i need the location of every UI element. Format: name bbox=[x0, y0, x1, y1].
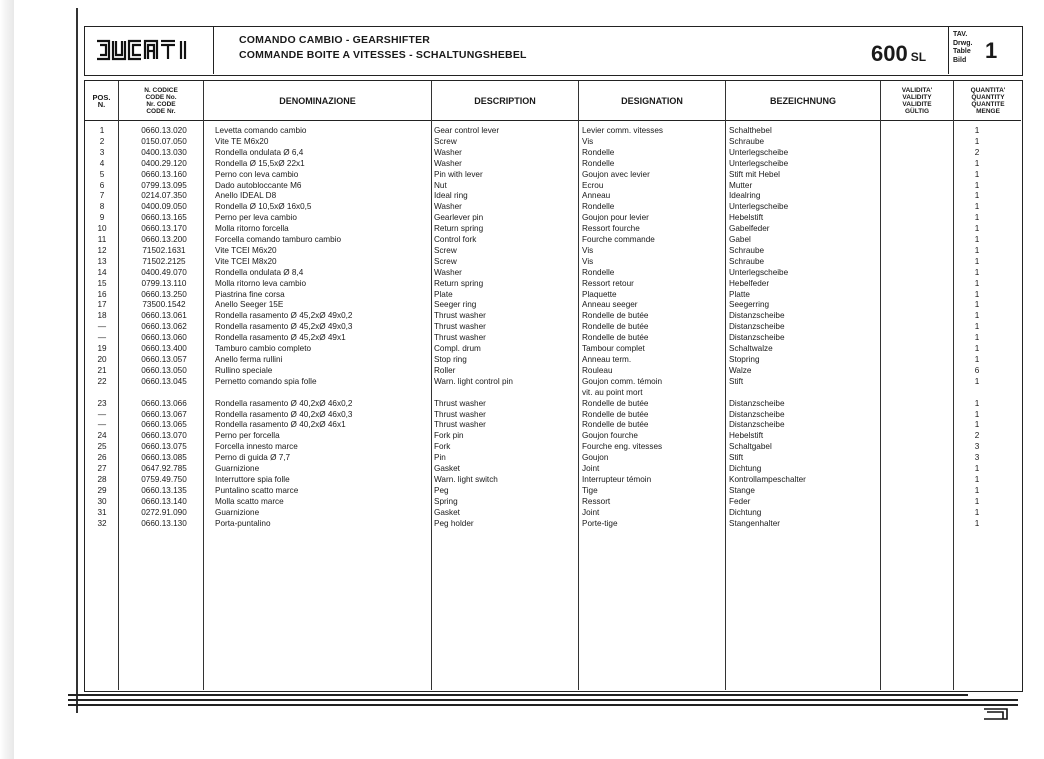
part-name-en: Thrust washer bbox=[434, 398, 486, 408]
part-code: 0400.09.050 bbox=[141, 202, 187, 212]
part-position: — bbox=[97, 333, 107, 343]
part-position: 9 bbox=[99, 213, 105, 223]
column-divider bbox=[431, 81, 432, 690]
part-quantity: 1 bbox=[974, 213, 980, 223]
header-pos: POS. N. bbox=[92, 92, 111, 109]
part-code: 0660.13.075 bbox=[141, 442, 187, 452]
part-name-de: Seegerring bbox=[729, 300, 770, 310]
header-bezeichnung: BEZEICHNUNG bbox=[769, 95, 836, 106]
part-code: 0272.91.090 bbox=[141, 507, 187, 517]
part-position: 3 bbox=[99, 147, 105, 157]
part-name-en: Gasket bbox=[434, 507, 460, 517]
part-name-en: Seeger ring bbox=[434, 300, 477, 310]
part-name-en: Thrust washer bbox=[434, 311, 486, 321]
table-number-box bbox=[948, 27, 1023, 74]
part-name-fr: Ressort fourche bbox=[582, 224, 640, 234]
part-name-fr: Vis bbox=[582, 136, 594, 146]
part-position: 18 bbox=[97, 311, 107, 321]
part-name-en: Thrust washer bbox=[434, 409, 486, 419]
title-line-1: COMANDO CAMBIO - GEARSHIFTER bbox=[239, 34, 431, 46]
part-code: 0660.13.050 bbox=[141, 365, 187, 375]
part-name-it: Anello Seeger 15E bbox=[215, 300, 284, 310]
part-name-en: Peg holder bbox=[434, 518, 474, 528]
part-code: 0660.13.020 bbox=[141, 126, 187, 135]
part-name-de: Unterlegscheibe bbox=[729, 147, 789, 157]
part-name-en: Washer bbox=[434, 147, 462, 157]
part-name-fr: Rouleau bbox=[582, 365, 613, 375]
part-name-en: Compl. drum bbox=[434, 344, 481, 353]
part-name-it: Puntalino scatto marce bbox=[215, 485, 299, 495]
part-name-de: Gabelfeder bbox=[729, 224, 770, 234]
part-name-de: Dichtung bbox=[729, 464, 762, 473]
part-name-fr: Tige bbox=[582, 485, 598, 495]
part-name-en: Pin with lever bbox=[434, 169, 483, 179]
part-name-it: Perno per leva cambio bbox=[215, 213, 297, 223]
part-position: 17 bbox=[97, 300, 107, 310]
part-name-fr: Fourche eng. vitesses bbox=[582, 442, 663, 452]
part-name-it: Rondella rasamento Ø 45,2xØ 49x0,2 bbox=[215, 311, 353, 321]
part-name-en: Gear control lever bbox=[434, 126, 500, 135]
part-name-fr: Rondelle de butée bbox=[582, 398, 649, 408]
part-code: 0660.13.130 bbox=[141, 518, 187, 528]
part-position: 13 bbox=[97, 256, 107, 266]
part-code: 0660.13.070 bbox=[141, 431, 187, 441]
part-name-it: Dado autobloccante M6 bbox=[215, 180, 302, 190]
part-quantity: 1 bbox=[974, 485, 980, 495]
part-name-de: Schaltgabel bbox=[729, 442, 772, 452]
part-name-it: Forcella comando tamburo cambio bbox=[215, 235, 342, 244]
part-position: 26 bbox=[97, 453, 107, 463]
part-position: 10 bbox=[97, 224, 107, 234]
part-quantity: 1 bbox=[974, 333, 980, 343]
part-code: 0660.13.200 bbox=[141, 235, 187, 244]
part-code: 0660.13.057 bbox=[141, 354, 187, 364]
part-position: 30 bbox=[97, 496, 107, 506]
part-name-de: Schraube bbox=[729, 136, 765, 146]
part-name-de: Unterlegscheibe bbox=[729, 158, 789, 168]
part-position: 4 bbox=[99, 158, 105, 168]
part-name-it: Vite TCEI M6x20 bbox=[215, 245, 277, 255]
part-name-it: Molla scatto marce bbox=[215, 496, 284, 506]
part-name-en: Washer bbox=[434, 158, 462, 168]
page-binding-edge bbox=[0, 0, 14, 759]
part-name-de: Hebelstift bbox=[729, 431, 764, 441]
part-name-de: Unterlegscheibe bbox=[729, 202, 789, 212]
part-quantity: 2 bbox=[974, 431, 980, 441]
model-label: 600 SL bbox=[871, 41, 927, 66]
part-name-en: Spring bbox=[434, 496, 458, 506]
part-position: 15 bbox=[97, 278, 107, 288]
part-name-en: Plate bbox=[434, 289, 453, 299]
part-quantity: 1 bbox=[974, 464, 980, 473]
part-name-it: Rondella rasamento Ø 40,2xØ 46x1 bbox=[215, 420, 346, 430]
part-position: 32 bbox=[97, 518, 107, 528]
part-name-fr: Goujon pour levier bbox=[582, 213, 649, 223]
part-name-de: Stopring bbox=[729, 354, 760, 364]
column-divider bbox=[725, 81, 726, 690]
part-name-fr: Interrupteur témoin bbox=[582, 474, 652, 484]
part-position: 12 bbox=[97, 245, 107, 255]
part-code: 0660.13.085 bbox=[141, 453, 187, 463]
part-quantity: 1 bbox=[974, 235, 980, 244]
part-name-fr: Rondelle de butée bbox=[582, 420, 649, 430]
part-code: 71502.2125 bbox=[142, 256, 186, 266]
part-code: 71502.1631 bbox=[142, 245, 186, 255]
table-number-labels: TAV. Drwg. Table Bild bbox=[953, 31, 973, 64]
part-position: 22 bbox=[97, 376, 107, 386]
part-quantity: 6 bbox=[974, 365, 980, 375]
part-position: 25 bbox=[97, 442, 107, 452]
parts-table bbox=[84, 80, 1023, 692]
part-name-en: Thrust washer bbox=[434, 333, 486, 343]
part-name-fr: Joint bbox=[582, 507, 600, 517]
part-name-de: Stift bbox=[729, 453, 744, 463]
part-name-de: Gabel bbox=[729, 235, 751, 244]
part-position: 19 bbox=[97, 344, 107, 353]
part-code: 0660.13.062 bbox=[141, 322, 187, 332]
part-name-de: Stift bbox=[729, 376, 744, 386]
part-name-fr: Rondelle bbox=[582, 147, 615, 157]
part-name-fr: Fourche commande bbox=[582, 235, 655, 244]
part-quantity: 1 bbox=[974, 224, 980, 234]
part-quantity: 1 bbox=[974, 311, 980, 321]
part-quantity: 1 bbox=[974, 245, 980, 255]
part-name-de: Distanzscheibe bbox=[729, 398, 785, 408]
part-code: 0400.13.030 bbox=[141, 147, 187, 157]
header-code: N. CODICE CODE No. Nr. CODE CODE Nr. bbox=[144, 86, 178, 115]
part-name-en: Thrust washer bbox=[434, 322, 486, 332]
part-quantity: 1 bbox=[974, 354, 980, 364]
part-position: 5 bbox=[99, 169, 105, 179]
part-name-it: Vite TE M6x20 bbox=[215, 136, 269, 146]
footer-line bbox=[68, 694, 968, 696]
part-quantity: 1 bbox=[974, 344, 980, 353]
part-name-fr: Vis bbox=[582, 256, 594, 266]
part-code: 0660.13.250 bbox=[141, 289, 187, 299]
part-quantity: 1 bbox=[974, 398, 980, 408]
part-name-en: Fork pin bbox=[434, 431, 464, 441]
part-name-fr: Goujon fourche bbox=[582, 431, 638, 441]
part-name-it: Perno di guida Ø 7,7 bbox=[215, 453, 291, 463]
part-name-it: Rondella rasamento Ø 40,2xØ 46x0,3 bbox=[215, 409, 353, 419]
footer-rule bbox=[68, 694, 1018, 714]
part-name-de: Platte bbox=[729, 289, 750, 299]
header-validita: VALIDITA' VALIDITY VALIDITE GÜLTIG bbox=[901, 86, 933, 115]
part-name-de: Schraube bbox=[729, 245, 765, 255]
part-quantity: 1 bbox=[974, 420, 980, 430]
part-quantity: 1 bbox=[974, 507, 980, 517]
part-code: 0660.13.061 bbox=[141, 311, 187, 321]
part-quantity: 1 bbox=[974, 376, 980, 386]
part-code: 0660.13.160 bbox=[141, 169, 187, 179]
part-quantity: 2 bbox=[974, 147, 980, 157]
part-position: 11 bbox=[97, 235, 107, 244]
part-quantity: 1 bbox=[974, 267, 980, 277]
part-code: 0660.13.135 bbox=[141, 485, 187, 495]
part-code: 73500.1542 bbox=[142, 300, 186, 310]
part-name-it: Guarnizione bbox=[215, 464, 260, 473]
part-name-de: Schraube bbox=[729, 256, 765, 266]
part-name-fr: Rondelle de butée bbox=[582, 322, 649, 332]
title-line-2: COMMANDE BOITE A VITESSES - SCHALTUNGSHEBEL bbox=[239, 49, 527, 61]
part-position: 24 bbox=[97, 431, 107, 441]
part-name-it: Rondella ondulata Ø 8,4 bbox=[215, 267, 304, 277]
header-designation: DESIGNATION bbox=[621, 95, 683, 106]
part-position: 16 bbox=[97, 289, 107, 299]
part-position: 21 bbox=[97, 365, 107, 375]
part-name-en: Warn. light switch bbox=[434, 474, 498, 484]
part-name-de: Schaltwalze bbox=[729, 344, 773, 353]
part-quantity: 1 bbox=[974, 191, 980, 201]
part-code: 0660.13.060 bbox=[141, 333, 187, 343]
part-name-en: Pin bbox=[434, 453, 446, 463]
part-quantity: 1 bbox=[974, 180, 980, 190]
part-code: 0799.13.095 bbox=[141, 180, 187, 190]
part-name-it: Rondella rasamento Ø 40,2xØ 46x0,2 bbox=[215, 398, 353, 408]
part-position: 27 bbox=[97, 464, 107, 473]
part-name-it: Piastrina fine corsa bbox=[215, 289, 285, 299]
part-name-de: Schalthebel bbox=[729, 126, 772, 135]
part-code: 0759.49.750 bbox=[141, 474, 187, 484]
part-name-de: Distanzscheibe bbox=[729, 311, 785, 321]
part-name-it: Levetta comando cambio bbox=[215, 126, 307, 135]
column-divider bbox=[578, 81, 579, 690]
part-name-de: Feder bbox=[729, 496, 751, 506]
part-name-it: Tamburo cambio completo bbox=[215, 344, 312, 353]
part-quantity: 1 bbox=[974, 300, 980, 310]
part-name-fr: Goujon comm. témoin bbox=[582, 376, 663, 386]
part-name-it: Rondella Ø 15,5xØ 22x1 bbox=[215, 158, 305, 168]
part-name-en: Peg bbox=[434, 485, 449, 495]
part-quantity: 1 bbox=[974, 496, 980, 506]
page-end-mark bbox=[983, 708, 1009, 720]
part-name-fr: Rondelle bbox=[582, 202, 615, 212]
part-name-de: Stift mit Hebel bbox=[729, 169, 780, 179]
part-name-de: Kontrollampeschalter bbox=[729, 474, 806, 484]
part-code: 0150.07.050 bbox=[141, 136, 187, 146]
part-code: 0647.92.785 bbox=[141, 464, 187, 473]
part-name-de: Hebelfeder bbox=[729, 278, 770, 288]
part-name-fr: Goujon avec levier bbox=[582, 169, 650, 179]
part-name-fr: Rondelle de butée bbox=[582, 311, 649, 321]
part-name-fr: Rondelle de butée bbox=[582, 409, 649, 419]
header-description: DESCRIPTION bbox=[474, 95, 536, 106]
part-quantity: 1 bbox=[974, 158, 980, 168]
part-name-fr: Plaquette bbox=[582, 289, 617, 299]
part-name-en: Washer bbox=[434, 202, 462, 212]
part-position: 14 bbox=[97, 267, 107, 277]
part-name-en: Gasket bbox=[434, 464, 460, 473]
part-name-it: Rondella ondulata Ø 6,4 bbox=[215, 147, 304, 157]
sheet-header bbox=[84, 26, 1023, 76]
part-name-fr: Rondelle de butée bbox=[582, 333, 649, 343]
part-position: 8 bbox=[99, 202, 105, 212]
part-code: 0660.13.165 bbox=[141, 213, 187, 223]
part-name-de: Walze bbox=[729, 365, 752, 375]
part-name-fr: Ressort bbox=[582, 496, 611, 506]
part-code: 0400.49.070 bbox=[141, 267, 187, 277]
part-name-fr: Vis bbox=[582, 245, 594, 255]
part-name-fr: Levier comm. vitesses bbox=[582, 126, 663, 135]
footer-line bbox=[68, 704, 1018, 706]
part-code: 0660.13.170 bbox=[141, 224, 187, 234]
binding-margin-line bbox=[76, 8, 78, 713]
part-name-de: Dichtung bbox=[729, 507, 762, 517]
part-name-it: Perno per forcella bbox=[215, 431, 280, 441]
part-name-fr-continued: vit. au point mort bbox=[582, 387, 643, 397]
part-name-en: Stop ring bbox=[434, 354, 467, 364]
part-name-it: Molla ritorno leva cambio bbox=[215, 278, 307, 288]
part-position: 31 bbox=[97, 507, 107, 517]
part-name-fr: Anneau bbox=[582, 191, 611, 201]
part-name-en: Roller bbox=[434, 365, 456, 375]
part-position: 28 bbox=[97, 474, 107, 484]
part-name-de: Hebelstift bbox=[729, 213, 764, 223]
part-quantity: 3 bbox=[974, 442, 980, 452]
part-position: 2 bbox=[99, 136, 105, 146]
part-quantity: 1 bbox=[974, 169, 980, 179]
part-position: — bbox=[97, 420, 107, 430]
part-name-fr: Rondelle bbox=[582, 158, 615, 168]
header-quantita: QUANTITA' QUANTITY QUANTITE MENGE bbox=[970, 86, 1006, 115]
part-position: 7 bbox=[99, 191, 105, 201]
part-name-en: Return spring bbox=[434, 224, 484, 234]
part-name-it: Forcella innesto marce bbox=[215, 442, 298, 452]
svg-text:DUCATI: DUCATI bbox=[95, 38, 99, 39]
part-position: — bbox=[97, 409, 107, 419]
part-code: 0660.13.066 bbox=[141, 398, 187, 408]
part-name-fr: Rondelle bbox=[582, 267, 615, 277]
part-quantity: 1 bbox=[974, 256, 980, 266]
part-name-de: Distanzscheibe bbox=[729, 420, 785, 430]
part-name-en: Warn. light control pin bbox=[434, 376, 513, 386]
part-quantity: 1 bbox=[974, 518, 980, 528]
part-code: 0660.13.140 bbox=[141, 496, 187, 506]
part-name-fr: Goujon bbox=[582, 453, 609, 463]
part-name-fr: Anneau term. bbox=[582, 354, 632, 364]
part-position: 1 bbox=[99, 126, 105, 135]
part-name-it: Interruttore spia folle bbox=[215, 474, 290, 484]
part-name-en: Washer bbox=[434, 267, 462, 277]
part-name-it: Rullino speciale bbox=[215, 365, 273, 375]
part-name-de: Unterlegscheibe bbox=[729, 267, 789, 277]
part-name-de: Stange bbox=[729, 485, 755, 495]
part-code: 0799.13.110 bbox=[141, 278, 187, 288]
part-quantity: 1 bbox=[974, 202, 980, 212]
part-quantity: 1 bbox=[974, 289, 980, 299]
part-name-de: Distanzscheibe bbox=[729, 333, 785, 343]
column-divider bbox=[118, 81, 119, 690]
part-name-it: Molla ritorno forcella bbox=[215, 224, 289, 234]
table-number: 1 bbox=[985, 38, 998, 63]
part-code: 0660.13.067 bbox=[141, 409, 187, 419]
part-name-it: Porta-puntalino bbox=[215, 518, 271, 528]
part-name-fr: Joint bbox=[582, 464, 600, 473]
part-code: 0660.13.065 bbox=[141, 420, 187, 430]
part-name-en: Gearlever pin bbox=[434, 213, 484, 223]
part-name-fr: Porte-tige bbox=[582, 518, 618, 528]
part-name-en: Screw bbox=[434, 245, 457, 255]
part-name-en: Fork bbox=[434, 442, 451, 452]
part-quantity: 1 bbox=[974, 409, 980, 419]
part-quantity: 1 bbox=[974, 278, 980, 288]
part-name-it: Anello ferma rullini bbox=[215, 354, 283, 364]
part-name-en: Thrust washer bbox=[434, 420, 486, 430]
part-name-fr: Anneau seeger bbox=[582, 300, 638, 310]
part-name-it: Pernetto comando spia folle bbox=[215, 376, 317, 386]
part-position: 20 bbox=[97, 354, 107, 364]
part-quantity: 3 bbox=[974, 453, 980, 463]
part-quantity: 1 bbox=[974, 126, 980, 135]
part-name-de: Mutter bbox=[729, 180, 753, 190]
ducati-logo bbox=[95, 38, 201, 62]
part-quantity: 1 bbox=[974, 474, 980, 484]
part-name-en: Return spring bbox=[434, 278, 484, 288]
part-name-de: Stangenhalter bbox=[729, 518, 780, 528]
part-position: 29 bbox=[97, 485, 107, 495]
header-denominazione: DENOMINAZIONE bbox=[279, 95, 356, 106]
part-name-it: Vite TCEI M8x20 bbox=[215, 256, 277, 266]
part-quantity: 1 bbox=[974, 322, 980, 332]
part-name-fr: Tambour complet bbox=[582, 344, 645, 353]
part-name-it: Perno con leva cambio bbox=[215, 169, 299, 179]
part-name-de: Distanzscheibe bbox=[729, 322, 785, 332]
part-name-en: Ideal ring bbox=[434, 191, 468, 201]
part-name-it: Rondella Ø 10,5xØ 16x0,5 bbox=[215, 202, 312, 212]
part-code: 0214.07.350 bbox=[141, 191, 187, 201]
part-name-it: Guarnizione bbox=[215, 507, 260, 517]
part-position: 23 bbox=[97, 398, 107, 408]
part-name-en: Control fork bbox=[434, 235, 477, 244]
part-name-de: Idealring bbox=[729, 191, 761, 201]
part-code: 0660.13.400 bbox=[141, 344, 187, 353]
part-name-it: Rondella rasamento Ø 45,2xØ 49x0,3 bbox=[215, 322, 353, 332]
part-name-it: Rondella rasamento Ø 45,2xØ 49x1 bbox=[215, 333, 346, 343]
part-code: 0660.13.045 bbox=[141, 376, 187, 386]
part-name-de: Distanzscheibe bbox=[729, 409, 785, 419]
logo-box bbox=[85, 27, 214, 74]
part-name-en: Nut bbox=[434, 180, 447, 190]
part-name-fr: Ressort retour bbox=[582, 278, 634, 288]
part-quantity: 1 bbox=[974, 136, 980, 146]
column-divider bbox=[880, 81, 881, 690]
part-name-en: Screw bbox=[434, 256, 457, 266]
part-name-en: Screw bbox=[434, 136, 457, 146]
part-code: 0400.29.120 bbox=[141, 158, 187, 168]
footer-line bbox=[68, 699, 1018, 701]
part-name-fr: Ecrou bbox=[582, 180, 604, 190]
part-name-it: Anello IDEAL D8 bbox=[215, 191, 277, 201]
part-position: 6 bbox=[99, 180, 105, 190]
part-position: — bbox=[97, 322, 107, 332]
